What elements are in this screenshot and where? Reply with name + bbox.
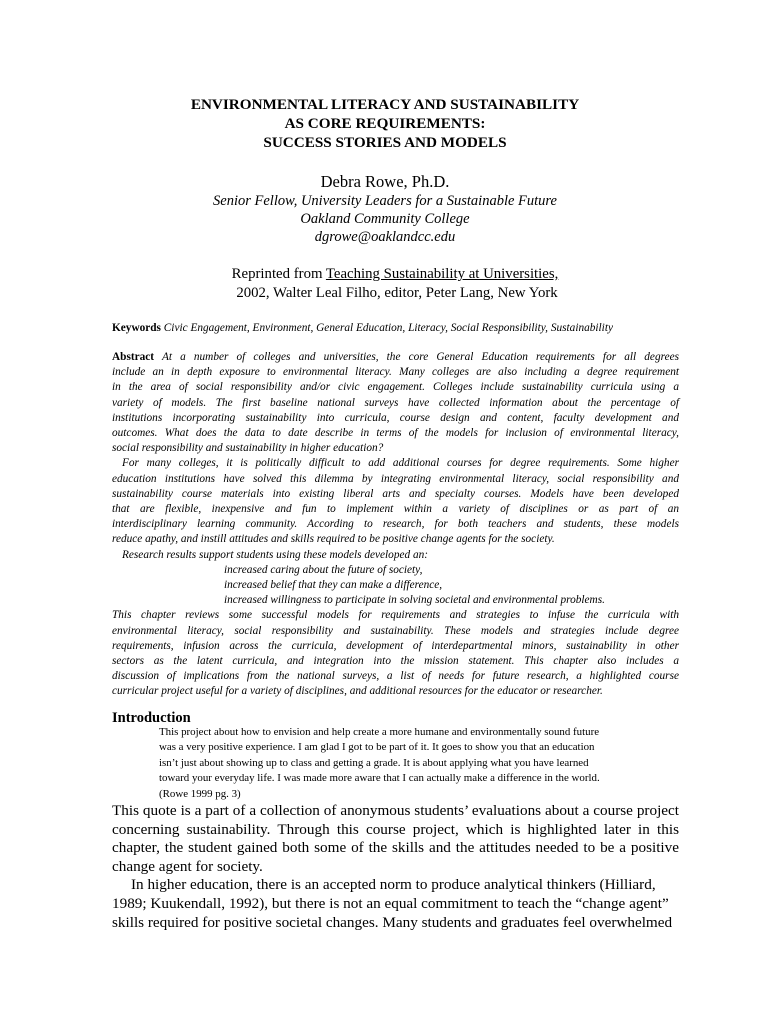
student-quote <box>159 725 674 802</box>
quote-line: was a very positive experience. I am glad I got to be part of it. It goes to show you that an education <box>159 741 595 754</box>
abstract-line: reduce apathy, and instill attitudes and skills required to be positive change agents for the society. <box>112 533 555 546</box>
abstract-line: social responsibility and sustainability in higher education? <box>112 442 384 455</box>
abstract-list-item: increased caring about the future of society, <box>224 563 423 576</box>
abstract-line: that are flexible, inexpensive and fun to implement within a variety of disciplines or as part of an <box>112 503 679 516</box>
quote-citation: (Rowe 1999 pg. 3) <box>159 787 241 800</box>
paper-title-line-1: ENVIRONMENTAL LITERACY AND SUSTAINABILITY <box>190 96 580 113</box>
abstract-line: discussion of implications from the national surveys, a list of needs for future research, a highlighted course <box>112 670 679 683</box>
reprint-book-title: Teaching Sustainability at Universities, <box>325 266 559 282</box>
body-line: skills required for positive societal changes. Many students and graduates feel overwhelmed <box>112 913 673 931</box>
author-email: dgrowe@oaklandcc.edu <box>314 229 456 245</box>
abstract-line: variety of models. The first baseline national surveys have collected information about the percentage of <box>112 396 679 409</box>
keywords-label: Keywords <box>112 322 161 334</box>
author-affiliation-1: Senior Fellow, University Leaders for a Sustainable Future <box>213 193 557 209</box>
body-line: 1989; Kuukendall, 1992), but there is not an equal commitment to teach the “change agent” <box>112 894 669 912</box>
abstract-line: For many colleges, it is politically difficult to add additional courses for degree requirements. Some higher <box>122 457 679 470</box>
abstract <box>112 350 679 700</box>
author-name: Debra Rowe, Ph.D. <box>320 172 450 191</box>
body-line: concerning sustainability. Through this course project, which is highlighted later in this <box>112 820 679 838</box>
body-line: In higher education, there is an accepted norm to produce analytical thinkers (Hilliard, <box>131 876 656 894</box>
abstract-line: in the area of social responsibility and/or civic engagement. Colleges include sustainability curricula using a <box>112 381 679 394</box>
abstract-list-item: increased willingness to participate in solving societal and environmental problems. <box>224 594 605 607</box>
abstract-line: This chapter reviews some successful models for requirements and strategies to infuse the curricula with <box>112 609 679 622</box>
body-line: This quote is a part of a collection of anonymous students’ evaluations about a course project <box>112 802 679 819</box>
quote-line: toward your everyday life. I was made more aware that I can actually make a difference in the world. <box>159 772 600 785</box>
abstract-line: institutions incorporating sustainability into curricula, course design and content, faculty development and <box>112 411 679 424</box>
paper-title-line-3: SUCCESS STORIES AND MODELS <box>263 134 507 151</box>
keywords: Keywords Civic Engagement, Environment, General Education, Literacy, Social Responsibility, Sustainability <box>112 322 613 334</box>
abstract-line: curricular project useful for a variety of disciplines, and additional resources for the educator or researcher. <box>112 685 603 698</box>
introduction-body <box>112 802 679 932</box>
abstract-line: requirements, infusion across the curricula, development of interdepartmental minors, sustainability in other <box>112 639 679 652</box>
reprint-line-1: Reprinted from Teaching Sustainability at Universities, <box>231 266 559 282</box>
abstract-list-item: increased belief that they can make a difference, <box>224 579 443 592</box>
abstract-line: sectors as the latent curricula, and integration into the mission statement. This chapter also includes a <box>112 655 679 668</box>
author-affiliation-2: Oakland Community College <box>300 211 470 227</box>
body-line: chapter, the student gained both some of the skills and the attitudes needed to be a positive <box>112 839 679 857</box>
abstract-label: Abstract <box>112 351 155 363</box>
abstract-line: Abstract At a number of colleges and universities, the core General Education requirements for all degrees <box>112 351 679 363</box>
abstract-line: interdisciplinary learning community. According to research, for both teachers and students, these models <box>112 518 679 531</box>
abstract-line: include an in depth exposure to environmental literacy. Many colleges are also including a degree requirement <box>112 366 679 379</box>
abstract-line: education institutions have solved this dilemma by integrating environmental literacy, social responsibility and <box>112 472 679 485</box>
body-line: change agent for society. <box>112 857 263 875</box>
abstract-line: environmental literacy, social responsibility and sustainability. These models and strategies include degree <box>112 624 679 637</box>
reprint-line-2: 2002, Walter Leal Filho, editor, Peter Lang, New York <box>236 285 558 301</box>
quote-line: isn’t just about showing up to class and getting a grade. It is about applying what you have learned <box>159 756 589 769</box>
introduction-heading: Introduction <box>112 710 191 726</box>
abstract-line: Research results support students using these models developed an: <box>122 548 429 561</box>
abstract-line: outcomes. What does the data to date describe in terms of the models for inclusion of environmental literacy, <box>112 427 679 440</box>
paper-title-line-2: AS CORE REQUIREMENTS: <box>284 115 486 132</box>
abstract-line: sustainability course materials into existing liberal arts and specialty courses. Models have been developed <box>112 487 679 500</box>
quote-line: This project about how to envision and help create a more humane and environmentally sound future <box>159 726 600 738</box>
